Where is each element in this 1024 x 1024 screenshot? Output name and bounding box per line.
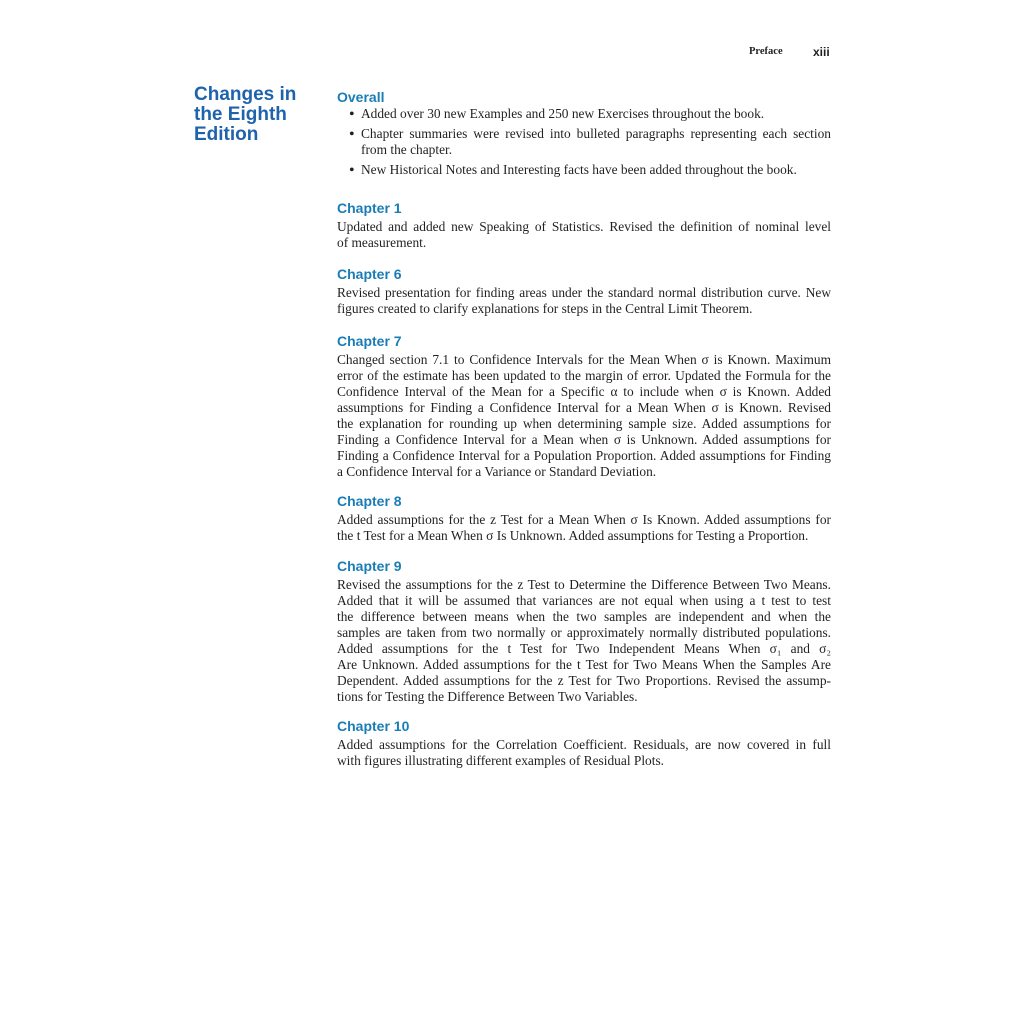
- chapter-section: [337, 717, 831, 769]
- bullet-icon: •: [349, 162, 355, 179]
- text-line: figures created to clarify explanations for steps in the Central Limit Theorem.: [337, 301, 753, 316]
- text-line: from the chapter.: [361, 142, 453, 157]
- text-line: samples are taken from two normally or approximately normally distributed populations.: [337, 625, 831, 640]
- text-line: the t Test for a Mean When σ Is Unknown. Added assumptions for Testing a Proportion.: [337, 528, 809, 543]
- chapter-heading: Chapter 9: [337, 558, 402, 574]
- text-line: Revised presentation for finding areas under the standard normal distribution curve. New: [337, 285, 831, 300]
- text-line: Dependent. Added assumptions for the z Test for Two Proportions. Revised the assump-: [337, 673, 831, 688]
- overall-section: [337, 88, 831, 182]
- text-line: Updated and added new Speaking of Statistics. Revised the definition of nominal level: [337, 219, 831, 234]
- chapter-heading: Chapter 10: [337, 718, 410, 734]
- text-line: Added over 30 new Examples and 250 new Exercises throughout the book.: [361, 106, 765, 121]
- chapter-section: [337, 492, 831, 544]
- text-line: tions for Testing the Difference Between Two Variables.: [337, 689, 638, 704]
- text-line: Added that it will be assumed that variances are not equal when using a t test to test: [337, 593, 831, 608]
- text-line: the explanation for rounding up when determining sample size. Added assumptions for: [337, 416, 831, 431]
- text-line: of measurement.: [337, 235, 427, 250]
- text-line: Chapter summaries were revised into bulleted paragraphs representing each section: [361, 126, 831, 141]
- text-line: Added assumptions for the t Test for Two Independent Means When σ₁ and σ₂: [337, 641, 831, 656]
- text-line: with figures illustrating different examples of Residual Plots.: [337, 753, 665, 768]
- text-line: New Historical Notes and Interesting facts have been added throughout the book.: [361, 162, 797, 177]
- bullet-item: [337, 126, 831, 158]
- chapter-section: [337, 265, 831, 317]
- text-line: Revised the assumptions for the z Test to Determine the Difference Between Two Means.: [337, 577, 831, 592]
- section-title-line: Changes in: [194, 84, 297, 105]
- text-line: Added assumptions for the z Test for a Mean When σ Is Known. Added assumptions for: [337, 512, 831, 527]
- text-line: Finding a Confidence Interval for a Mean when σ is Unknown. Added assumptions for: [337, 432, 831, 447]
- overall-bullet-list: [337, 106, 831, 178]
- text-line: Finding a Confidence Interval for a Population Proportion. Added assumptions for Finding: [337, 448, 831, 463]
- chapter-heading: Chapter 7: [337, 333, 402, 349]
- chapter-heading: Chapter 8: [337, 493, 402, 509]
- bullet-icon: •: [349, 106, 355, 123]
- text-line: Are Unknown. Added assumptions for the t Test for Two Means When the Samples Are: [337, 657, 831, 672]
- chapter-heading: Chapter 1: [337, 200, 402, 216]
- bullet-item: [337, 162, 831, 178]
- bullet-icon: •: [349, 126, 355, 143]
- bullet-item: [337, 106, 831, 122]
- chapter-section: [337, 332, 831, 480]
- running-head-title: Preface: [749, 46, 783, 57]
- text-line: the difference between means when the two samples are independent and when the: [337, 609, 831, 624]
- text-line: assumptions for Finding a Confidence Interval for a Mean When σ is Known. Revised: [337, 400, 831, 415]
- section-title: [194, 85, 324, 145]
- section-title-line: the Eighth: [194, 104, 287, 125]
- overall-heading: Overall: [337, 89, 385, 105]
- text-line: Confidence Interval of the Mean for a Specific α to include when σ is Known. Added: [337, 384, 831, 399]
- section-title-line: Edition: [194, 124, 259, 145]
- chapter-section: [337, 557, 831, 705]
- text-line: a Confidence Interval for a Variance or Standard Deviation.: [337, 464, 657, 479]
- text-line: Changed section 7.1 to Confidence Intervals for the Mean When σ is Known. Maximum: [337, 352, 831, 367]
- page-number: xiii: [813, 45, 830, 59]
- chapter-heading: Chapter 6: [337, 266, 402, 282]
- text-line: error of the estimate has been updated to the margin of error. Updated the Formula for the: [337, 368, 831, 383]
- text-line: Added assumptions for the Correlation Coefficient. Residuals, are now covered in full: [337, 737, 831, 752]
- chapter-section: [337, 199, 831, 251]
